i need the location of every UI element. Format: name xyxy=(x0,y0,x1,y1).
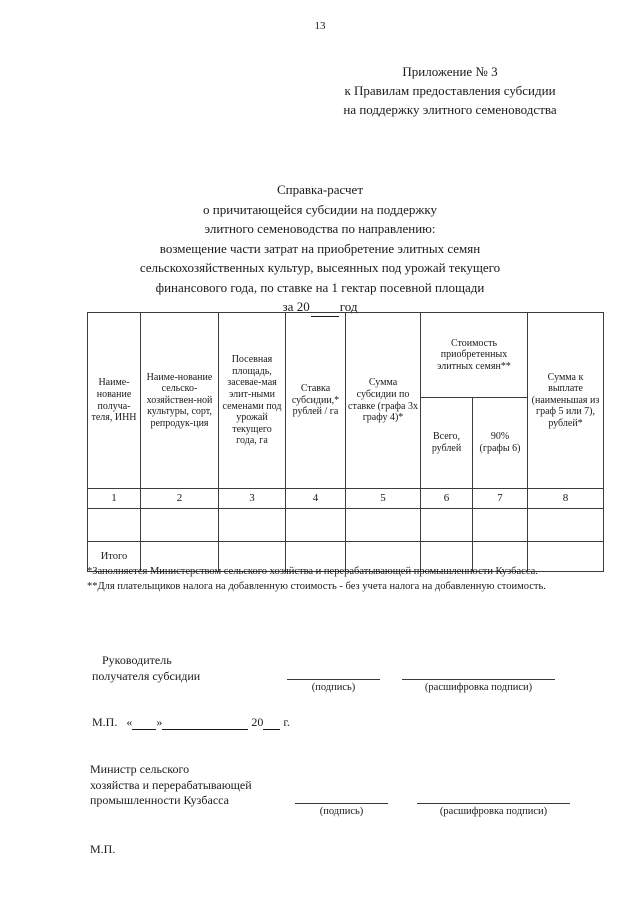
date-year-suffix: г. xyxy=(283,715,290,729)
col-number-1: 1 xyxy=(88,489,141,509)
date-day-blank[interactable] xyxy=(132,719,156,730)
recipient-transcript-rule[interactable] xyxy=(402,679,555,680)
calculation-table xyxy=(87,312,604,572)
header-col-1: Наиме-нование получа-теля, ИНН xyxy=(88,313,141,489)
table-row xyxy=(88,509,604,542)
title-line-1: Справка-расчет xyxy=(276,182,364,197)
minister-signature-lines xyxy=(90,803,602,837)
data-cell-7[interactable] xyxy=(473,509,528,542)
recipient-stamp-date-line xyxy=(92,715,290,730)
col-number-7: 7 xyxy=(473,489,528,509)
recipient-signature-block xyxy=(92,653,602,729)
table-number-row xyxy=(88,489,604,509)
col-number-5: 5 xyxy=(346,489,421,509)
data-cell-2[interactable] xyxy=(141,509,219,542)
col-number-4: 4 xyxy=(286,489,346,509)
year-suffix: год xyxy=(339,299,358,314)
table-header-row-1 xyxy=(88,313,604,398)
title-line-6: финансового года, по ставке на 1 гектар посевной площади xyxy=(155,279,485,295)
col-number-3: 3 xyxy=(219,489,286,509)
appendix-line-1: Приложение № 3 xyxy=(402,64,498,79)
title-line-5: сельскохозяйственных культур, высеянных под урожай текущего xyxy=(139,260,501,275)
header-col-4: Ставка субсидии,* рублей / га xyxy=(286,313,346,489)
title-line-3: элитного семеноводства по направлению: xyxy=(204,221,436,236)
title-line-4: возмещение части затрат на приобретение элитных семян xyxy=(159,240,481,256)
appendix-heading xyxy=(300,62,600,119)
header-col-3: Посевная площадь, засевае-мая элит-ными семенами под урожай текущего года, га xyxy=(219,313,286,489)
header-col-6: Всего, рублей xyxy=(421,398,473,489)
recipient-transcript-caption: (расшифровка подписи) xyxy=(424,682,533,693)
header-col-2: Наиме-нование сельско-хозяйствен-ной культуры, сорт, репродук-ция xyxy=(141,313,219,489)
recipient-title-line-1: Руководитель xyxy=(102,653,172,667)
data-cell-4[interactable] xyxy=(286,509,346,542)
recipient-stamp-label: М.П. xyxy=(92,715,118,729)
date-year-prefix: 20 xyxy=(251,715,264,729)
minister-transcript-rule[interactable] xyxy=(417,803,570,804)
footnotes xyxy=(87,565,603,594)
recipient-signature-caption: (подпись) xyxy=(311,682,356,693)
minister-signature-rule[interactable] xyxy=(295,803,388,804)
data-cell-3[interactable] xyxy=(219,509,286,542)
total-label: Итого xyxy=(88,542,141,572)
minister-transcript-caption: (расшифровка подписи) xyxy=(439,806,548,817)
minister-title-line-3: промышленности Кузбасса xyxy=(90,793,229,807)
footnote-1: *Заполняется Министерством сельского хозяйства и перерабатывающей промышленности Кузбасса. xyxy=(87,566,538,577)
recipient-signature-rule[interactable] xyxy=(287,679,380,680)
header-col-8: Сумма к выплате (наименьшая из граф 5 или 7), рублей* xyxy=(528,313,604,489)
date-month-blank[interactable] xyxy=(162,719,248,730)
minister-title-line-2: хозяйства и перерабатывающей xyxy=(90,777,252,792)
date-quote-close: » xyxy=(156,715,163,729)
document-title xyxy=(40,180,600,317)
year-prefix: за 20 xyxy=(282,299,310,314)
date-year-blank[interactable] xyxy=(263,719,280,730)
col-number-6: 6 xyxy=(421,489,473,509)
minister-stamp-label: М.П. xyxy=(90,842,116,856)
col-number-2: 2 xyxy=(141,489,219,509)
footnote-2: **Для плательщиков налога на добавленную стоимость - без учета налога на добавленную стоимость. xyxy=(87,580,546,592)
minister-signature-block xyxy=(90,762,602,856)
calculation-table-wrapper xyxy=(87,312,603,572)
recipient-signature-lines xyxy=(92,679,602,713)
date-quote-open: « xyxy=(126,715,133,729)
appendix-line-2: к Правилам предоставления субсидии xyxy=(344,83,556,98)
minister-signature-caption: (подпись) xyxy=(319,806,364,817)
recipient-title-line-2: получателя субсидии xyxy=(92,668,201,683)
header-col-7: 90% (графы 6) xyxy=(473,398,528,489)
data-cell-8[interactable] xyxy=(528,509,604,542)
data-cell-5[interactable] xyxy=(346,509,421,542)
minister-title xyxy=(90,762,602,809)
col-number-8: 8 xyxy=(528,489,604,509)
minister-title-line-1: Министр сельского xyxy=(90,762,190,776)
data-cell-6[interactable] xyxy=(421,509,473,542)
header-col-5: Сумма субсидии по ставке (графа 3х графу 4)* xyxy=(346,313,421,489)
page-number: 13 xyxy=(314,20,326,32)
data-cell-1[interactable] xyxy=(88,509,141,542)
appendix-line-3: на поддержку элитного семеноводства xyxy=(343,102,557,117)
header-group-cost: Стоимость приобретенных элитных семян** xyxy=(421,313,528,398)
title-line-2: о причитающейся субсидии на поддержку xyxy=(203,201,437,217)
